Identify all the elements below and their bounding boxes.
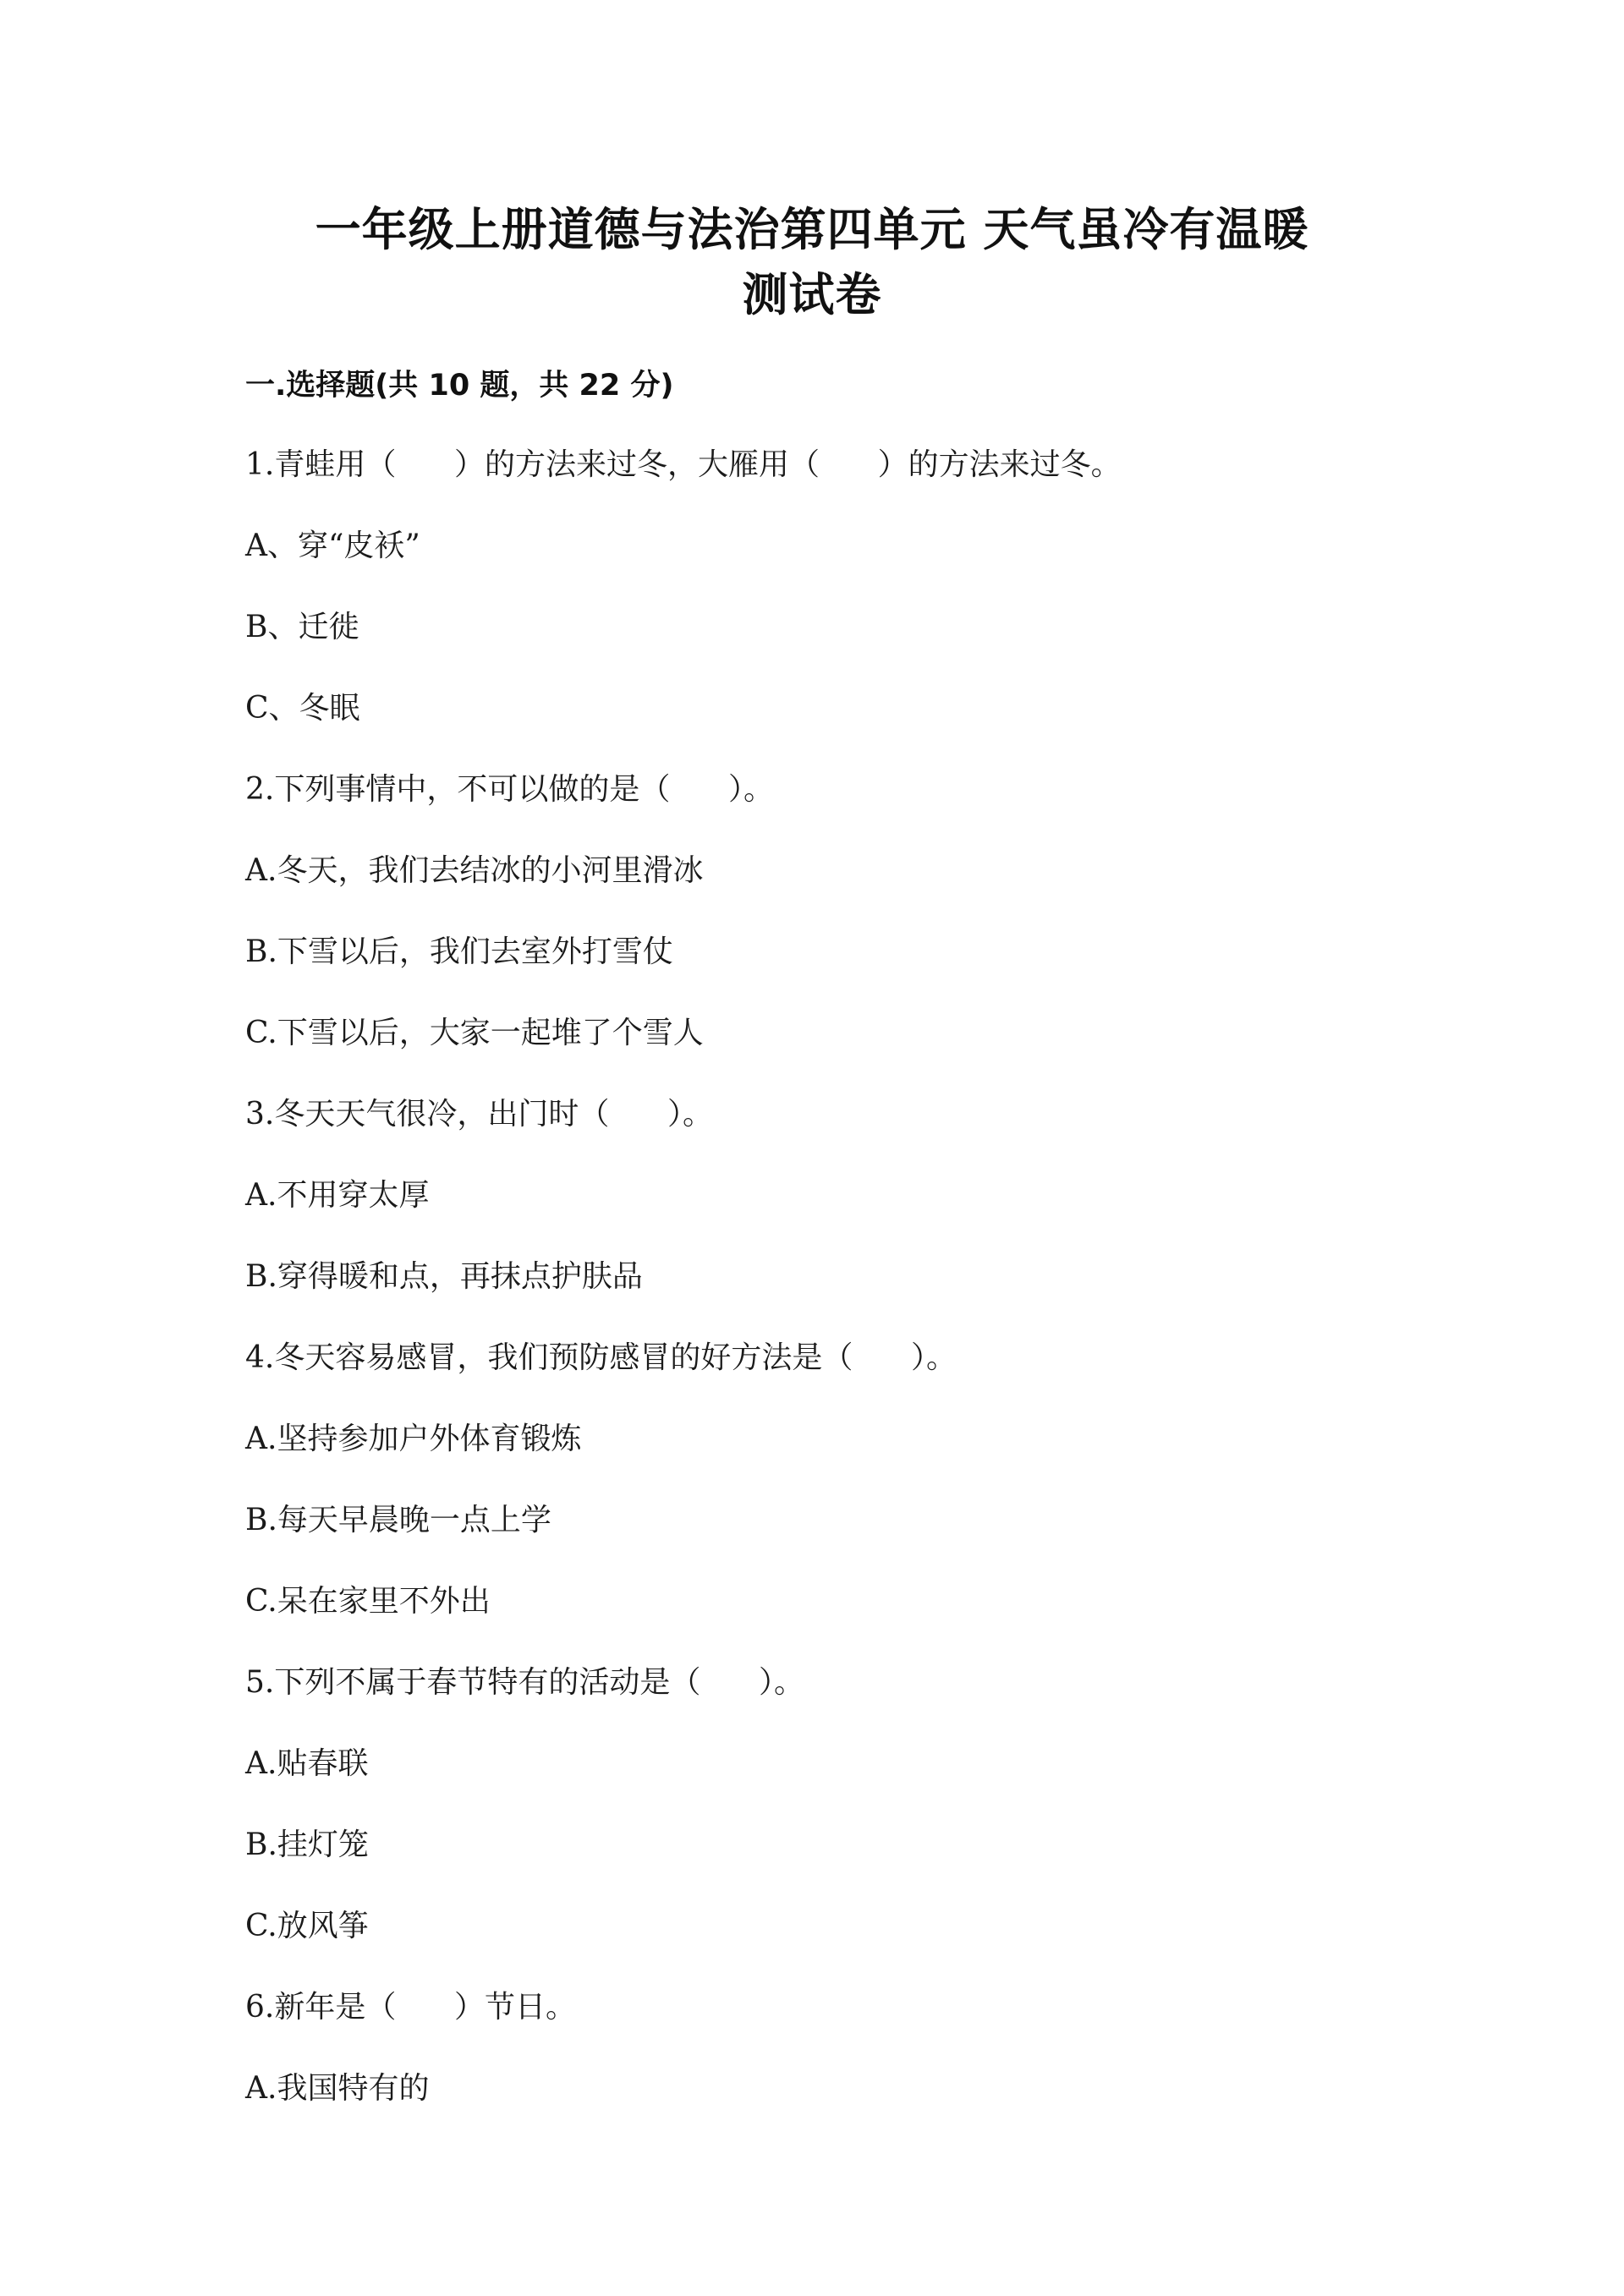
question-stem-5: 5.下列不属于春节特有的活动是（ ）。 [245,1665,805,1700]
question-5-option-a: A.贴春联 [245,1746,369,1781]
question-1-option-a: A、穿“皮袄” [245,529,420,563]
section-heading: 一.选择题(共 10 题，共 22 分) [245,369,674,403]
question-stem-4: 4.冬天容易感冒，我们预防感冒的好方法是（ ）。 [245,1340,957,1375]
question-5-option-c: C.放风筝 [245,1909,369,1943]
question-6-option-a: A.我国特有的 [245,2071,430,2106]
question-4-option-b: B.每天早晨晚一点上学 [245,1503,551,1537]
question-4-option-a: A.坚持参加户外体育锻炼 [245,1422,582,1456]
question-stem-1: 1.青蛙用（ ）的方法来过冬，大雁用（ ）的方法来过冬。 [245,447,1122,482]
question-1-option-b: B、迁徙 [245,610,359,644]
question-4-option-c: C.呆在家里不外出 [245,1584,491,1619]
page-title-line-2: 测试卷 [742,268,882,321]
question-stem-6: 6.新年是（ ）节日。 [245,1990,577,2025]
question-3-option-a: A.不用穿太厚 [245,1178,430,1213]
question-3-option-b: B.穿得暖和点，再抹点护肤品 [245,1259,643,1294]
question-2-option-a: A.冬天，我们去结冰的小河里滑冰 [245,853,704,888]
page-title-line-1: 一年级上册道德与法治第四单元 天气虽冷有温暖 [315,203,1309,256]
question-1-option-c: C、冬眠 [245,691,360,726]
question-stem-3: 3.冬天天气很冷，出门时（ ）。 [245,1097,714,1132]
question-5-option-b: B.挂灯笼 [245,1827,369,1862]
question-stem-2: 2.下列事情中，不可以做的是（ ）。 [245,772,775,807]
question-2-option-c: C.下雪以后，大家一起堆了个雪人 [245,1016,704,1050]
question-2-option-b: B.下雪以后，我们去室外打雪仗 [245,934,673,969]
